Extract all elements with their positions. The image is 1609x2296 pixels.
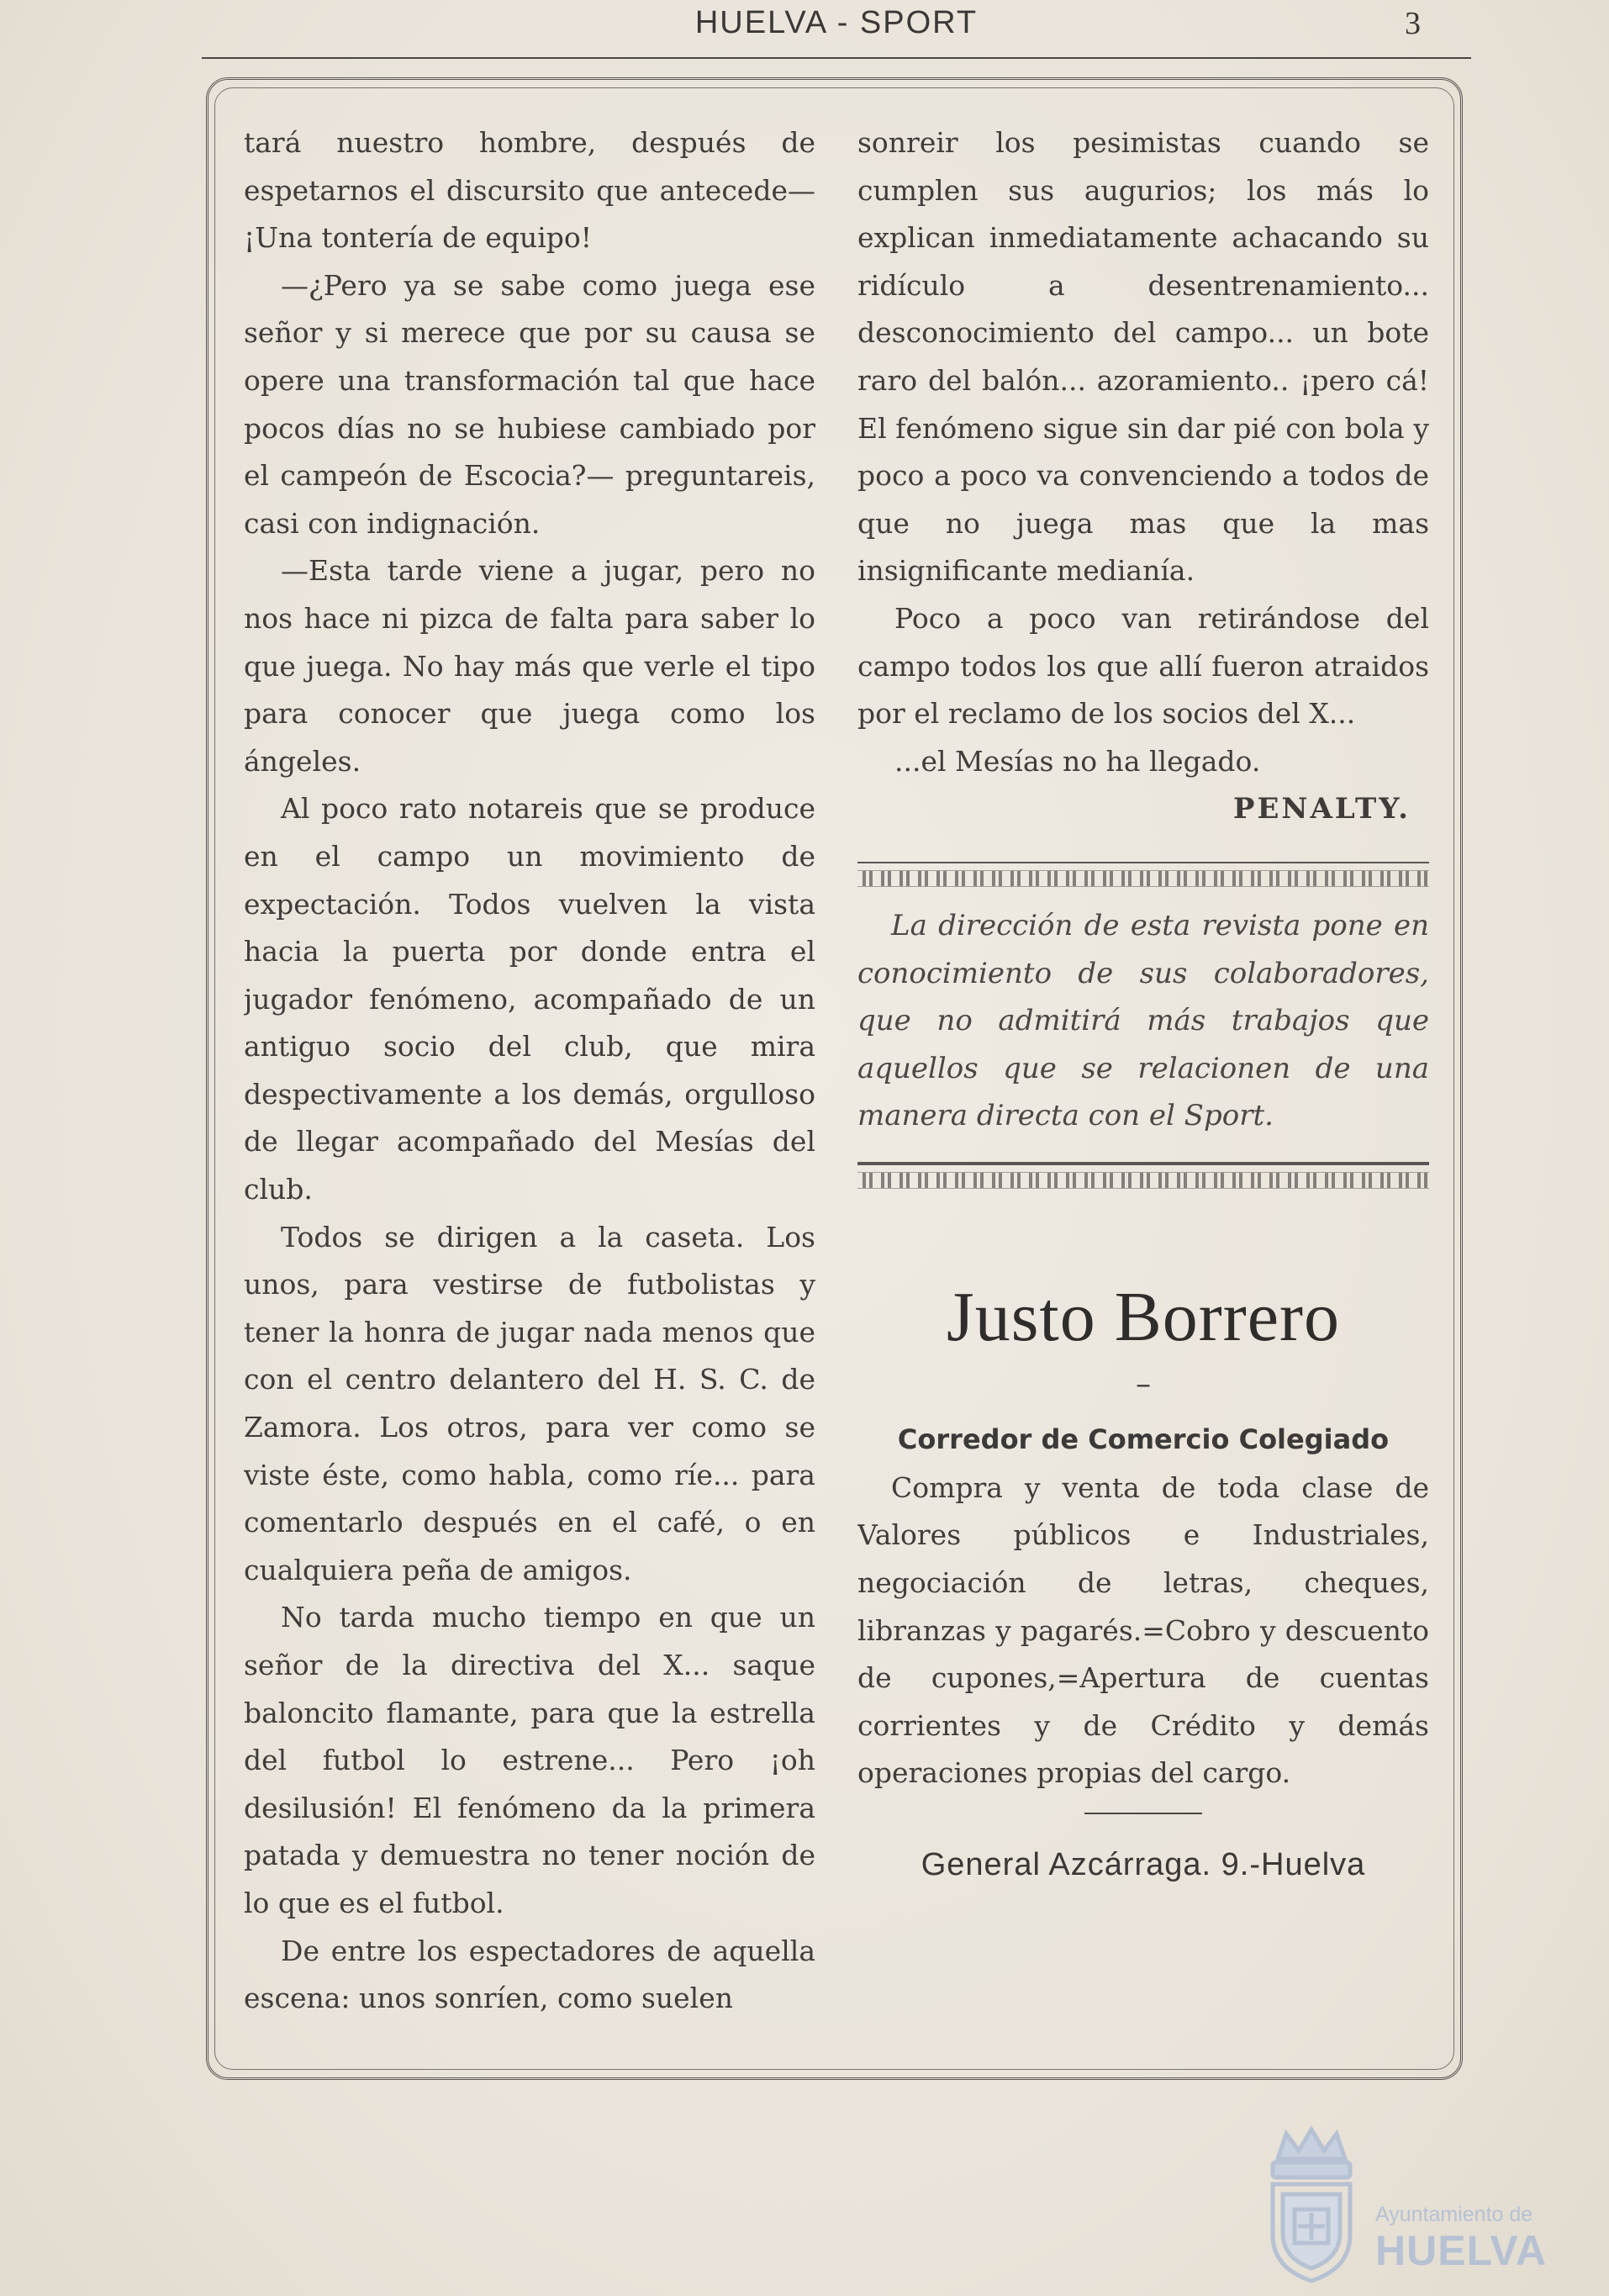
article-paragraph: De entre los espectadores de aquella escena: unos sonríen, como suelen [244,1934,815,2015]
left-column [244,119,815,2045]
article-paragraph: tará nuestro hombre, después de espetarnos el discursito que antecede— ¡Una tontería de equipo! [244,126,815,255]
advertiser-name: Justo Borrero [947,1277,1340,1356]
advertisement-body: Compra y venta de toda clase de Valores públicos e Industriales, negociación de letras, cheques, libranzas y pagarés.=Cobro y descuento de cupones,=Apertura de cuentas corrientes y de Crédito y demás operaciones propias del cargo. [857,1470,1429,1790]
article-paragraph: ...el Mesías no ha llegado. [894,744,1261,778]
article-paragraph: Poco a poco van retirándose del campo todos los que allí fueron atraidos por el reclamo de los socios del X... [857,601,1429,731]
watermark-line2: HUELVA [1375,2227,1548,2274]
coat-of-arms-icon [1261,2125,1362,2285]
page-number: 3 [1405,6,1421,41]
article-paragraph: No tarda mucho tiempo en que un señor de la directiva del X... saque baloncito flamante, para que la estrella del futbol lo estrene... Pero ¡oh desilusión! El fenómeno da la primera patada y demuestra no tener noción de lo que es el futbol. [244,1601,815,1919]
article-paragraph: —¿Pero ya se sabe como juega ese señor y si merece que por su causa se opere una transformación tal que hace pocos días no se hubiese cambiado por el campeón de Escocia?— preguntareis, casi con indignación. [244,268,815,540]
divider-rule [857,1162,1429,1165]
advertiser-address: General Azcárraga. 9.-Huelva [921,1847,1366,1883]
article-paragraph: Todos se dirigen a la caseta. Los unos, para vestirse de futbolistas y tener la honra de jugar nada menos que con el centro delantero del H. S. C. de Zamora. Los otros, para ver como se viste éste, como habla, como ríe... para comentarlo después en el café, o en cualquiera peña de amigos. [244,1220,815,1586]
article-paragraph: sonreir los pesimistas cuando se cumplen sus augurios; los más lo explican inmediatamente achacando su ridículo a desentrenamiento... desconocimiento del campo... un bote raro del balón... azoramiento.. ¡pero cá! El fenómeno sigue sin dar pié con bola y poco a poco va convenciendo a todos de que no juega mas que la mas insignificante medianía. [857,126,1429,588]
right-column [857,119,1429,2045]
chain-ornament [857,1172,1429,1189]
header-title: HUELVA - SPORT [694,5,979,40]
spacer [857,1196,1429,1271]
divider-rule [857,862,1429,863]
spacer [857,833,1429,862]
author-signature: PENALTY. [1232,792,1411,826]
spacer [857,1140,1429,1162]
ad-divider [1084,1813,1202,1814]
spacer [857,894,1429,902]
page-header [202,0,1471,59]
advertiser-role: Corredor de Comercio Colegiado [897,1422,1390,1455]
watermark-line1: Ayuntamiento de [1375,2203,1533,2226]
article-paragraph: Al poco rato notareis que se produce en el campo un movimiento de expectación. Todos vuelven la vista hacia la puerta por donde entra el jugador fenómeno, acompañado de un antiguo socio del club, que mira despectivamente a los demás, orgulloso de llegar acompañado del Mesías del club. [244,792,815,1206]
ad-dash: – [1136,1366,1151,1401]
article-paragraph: —Esta tarde viene a jugar, pero no nos hace ni pizca de falta para saber lo que juega. No hay más que verle el tipo para conocer que juega como los ángeles. [244,554,815,778]
chain-ornament [857,870,1429,887]
editorial-notice: La dirección de esta revista pone en conocimiento de sus colaboradores, que no admitirá más trabajos que aquellos que se relacionen de una manera directa con el Sport. [857,908,1429,1133]
spacer [857,1406,1429,1414]
advertisement-block [857,1271,1429,1890]
